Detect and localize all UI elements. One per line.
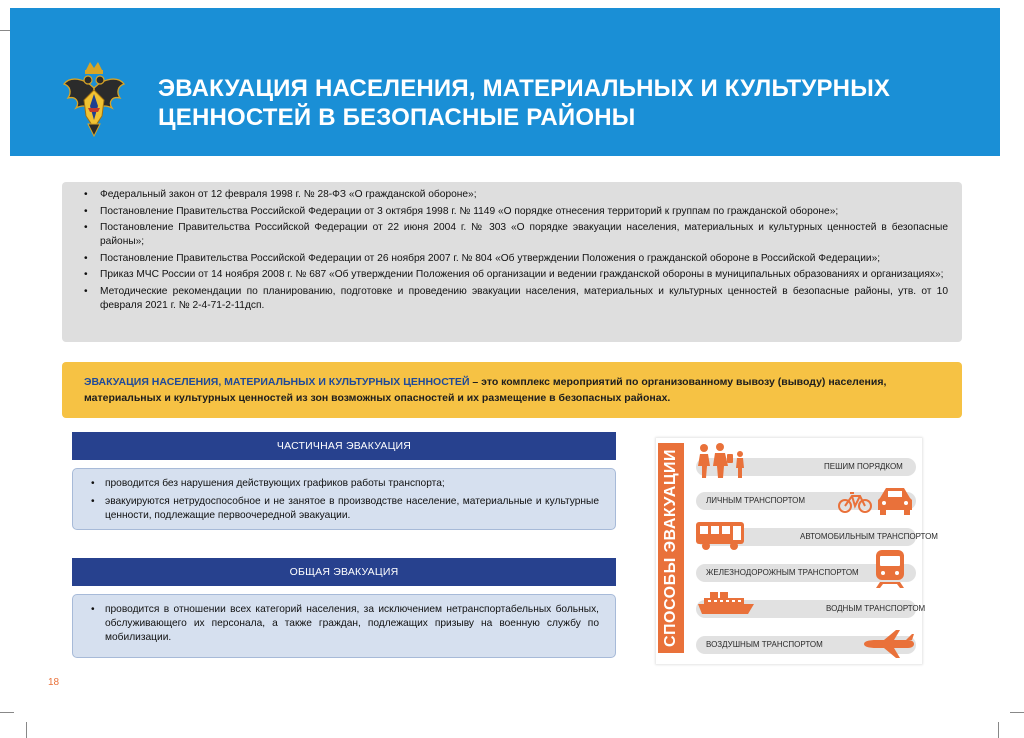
mchs-emblem-icon bbox=[62, 58, 126, 138]
walking-people-icon bbox=[694, 442, 752, 480]
header-banner bbox=[10, 8, 1000, 156]
list-item: • эвакуируются нетрудоспособное и не занятое в производстве население, материальные и культурные ценности, подлежащие первоочередной эвакуации. bbox=[105, 495, 599, 523]
legal-basis-box bbox=[62, 182, 962, 342]
partial-evacuation-list bbox=[91, 477, 599, 523]
legal-basis-list bbox=[84, 188, 948, 313]
definition-term: ЭВАКУАЦИЯ НАСЕЛЕНИЯ, МАТЕРИАЛЬНЫХ И КУЛЬТУРНЫХ ЦЕННОСТЕЙ bbox=[84, 376, 470, 388]
methods-title: СПОСОБЫ ЭВАКУАЦИИ bbox=[662, 448, 679, 648]
general-evacuation-list bbox=[91, 603, 599, 645]
method-railway: ЖЕЛЕЗНОДОРОЖНЫМ ТРАНСПОРТОМ bbox=[696, 564, 916, 582]
definition-box bbox=[62, 362, 962, 418]
train-icon bbox=[872, 548, 908, 590]
method-auto: АВТОМОБИЛЬНЫМ ТРАНСПОРТОМ bbox=[696, 528, 916, 546]
general-evacuation-panel bbox=[72, 594, 616, 658]
definition-text: – это комплекс мероприятий по организованному вывозу (выводу) населения, материальных и культурных ценностей из зон возможных опасностей и их размещение в безопасных районах. bbox=[84, 376, 887, 404]
bus-icon bbox=[694, 520, 746, 552]
ship-icon bbox=[696, 590, 756, 618]
law-item: • Федеральный закон от 12 февраля 1998 г. № 28-ФЗ «О гражданской обороне»; bbox=[100, 188, 948, 202]
general-evacuation-title: ОБЩАЯ ЭВАКУАЦИЯ bbox=[72, 558, 616, 586]
list-item: • проводится без нарушения действующих графиков работы транспорта; bbox=[105, 477, 599, 491]
partial-evacuation-title: ЧАСТИЧНАЯ ЭВАКУАЦИЯ bbox=[72, 432, 616, 460]
title-line-1: ЭВАКУАЦИЯ НАСЕЛЕНИЯ, МАТЕРИАЛЬНЫХ И КУЛЬТУРНЫХ bbox=[158, 75, 891, 102]
method-air: ВОЗДУШНЫМ ТРАНСПОРТОМ bbox=[696, 636, 916, 654]
law-item: • Методические рекомендации по планированию, подготовке и проведению эвакуации населения, материальных и культурных ценностей в безопасные районы, утв. от 10 февраля 2021 г. № 2-4-71-2-11дсп. bbox=[100, 285, 948, 313]
evacuation-methods-infographic bbox=[656, 438, 938, 664]
crop-mark bbox=[998, 722, 999, 738]
method-walking: ПЕШИМ ПОРЯДКОМ bbox=[696, 458, 916, 476]
methods-title-strip bbox=[658, 443, 684, 653]
method-water: ВОДНЫМ ТРАНСПОРТОМ bbox=[696, 600, 916, 618]
page-title bbox=[158, 74, 958, 132]
crop-mark bbox=[26, 722, 27, 738]
law-item: • Постановление Правительства Российской Федерации от 22 июня 2004 г. № 303 «О порядке эвакуации населения, материальных и культурных ценностей в безопасные районы»; bbox=[100, 221, 948, 249]
law-item: • Приказ МЧС России от 14 ноября 2008 г. № 687 «Об утверждении Положения об организации и ведении гражданской обороны в муниципальных образованиях и организациях»; bbox=[100, 268, 948, 282]
airplane-icon bbox=[862, 628, 916, 660]
method-personal: ЛИЧНЫМ ТРАНСПОРТОМ bbox=[696, 492, 916, 510]
list-item: • проводится в отношении всех категорий населения, за исключением нетранспортабельных больных, обслуживающего их персонала, а также граждан, подлежащих призыву на военную службу по мобилизации. bbox=[105, 603, 599, 645]
crop-mark bbox=[1010, 712, 1024, 713]
title-line-2: ЦЕННОСТЕЙ В БЕЗОПАСНЫЕ РАЙОНЫ bbox=[158, 104, 636, 131]
bicycle-car-icon bbox=[836, 484, 914, 516]
law-item: • Постановление Правительства Российской Федерации от 3 октября 1998 г. № 1149 «О порядке отнесения территорий к группам по гражданской обороне»; bbox=[100, 205, 948, 219]
crop-mark bbox=[0, 712, 14, 713]
partial-evacuation-panel bbox=[72, 468, 616, 530]
law-item: • Постановление Правительства Российской Федерации от 26 ноября 2007 г. № 804 «Об утверждении Положения о гражданской обороне в Российской Федерации»; bbox=[100, 252, 948, 266]
page-number: 18 bbox=[48, 677, 60, 688]
